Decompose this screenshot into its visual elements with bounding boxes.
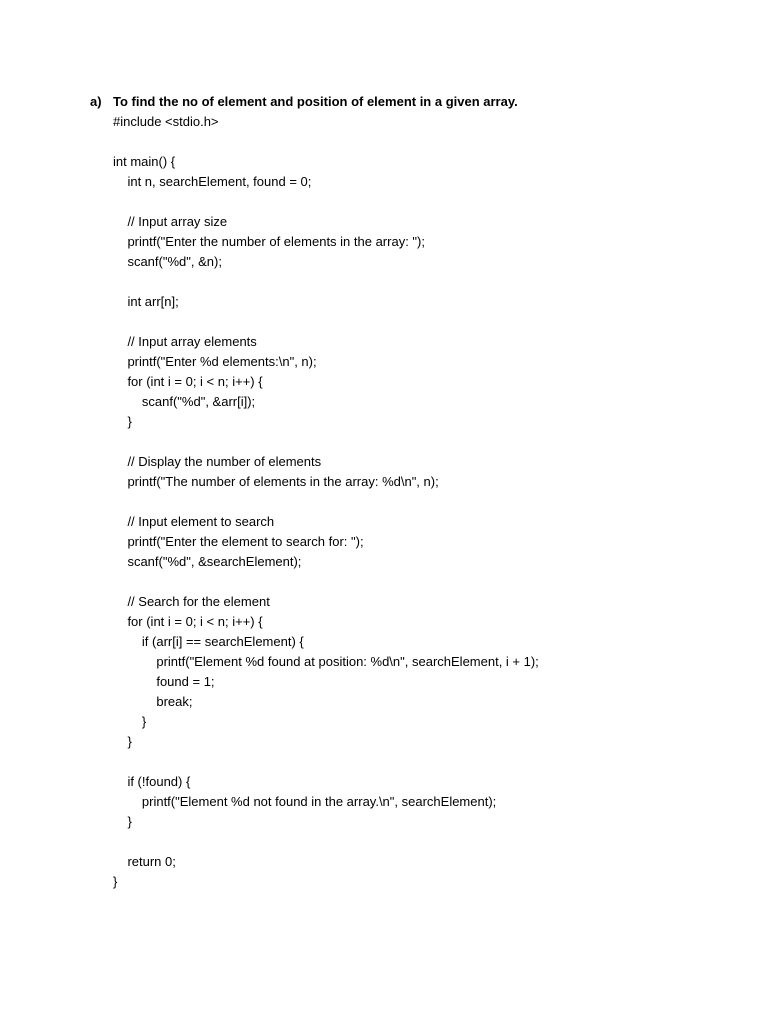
code-line: // Display the number of elements xyxy=(113,454,322,469)
code-block xyxy=(113,112,753,892)
code-line: } xyxy=(113,714,147,729)
code-line: found = 1; xyxy=(113,674,215,689)
heading-text: To find the no of element and position of element in a given array. xyxy=(113,94,518,109)
code-line xyxy=(113,272,753,292)
code-line: } xyxy=(113,814,132,829)
code-line: int n, searchElement, found = 0; xyxy=(113,174,312,189)
code-line: // Input array elements xyxy=(113,334,257,349)
section-heading xyxy=(90,92,730,112)
code-line xyxy=(113,752,753,772)
code-line: printf("The number of elements in the array: %d\n", n); xyxy=(113,474,439,489)
code-line xyxy=(113,832,753,852)
code-line: return 0; xyxy=(113,854,176,869)
code-line: for (int i = 0; i < n; i++) { xyxy=(113,614,263,629)
list-marker: a) xyxy=(90,94,102,109)
code-line: } xyxy=(113,734,132,749)
code-line: // Input array size xyxy=(113,214,228,229)
code-line: } xyxy=(113,874,118,889)
code-line xyxy=(113,492,753,512)
code-line: } xyxy=(113,414,132,429)
code-line: printf("Enter the number of elements in the array: "); xyxy=(113,234,425,249)
code-line: break; xyxy=(113,694,193,709)
code-line: // Search for the element xyxy=(113,594,270,609)
code-line xyxy=(113,312,753,332)
code-line xyxy=(113,432,753,452)
code-line: printf("Enter the element to search for: "); xyxy=(113,534,364,549)
code-line: if (arr[i] == searchElement) { xyxy=(113,634,304,649)
code-line: int main() { xyxy=(113,154,176,169)
code-line: scanf("%d", &n); xyxy=(113,254,222,269)
code-line: printf("Element %d not found in the array.\n", searchElement); xyxy=(113,794,497,809)
code-line: int arr[n]; xyxy=(113,294,179,309)
code-line: // Input element to search xyxy=(113,514,275,529)
code-line: printf("Element %d found at position: %d\n", searchElement, i + 1); xyxy=(113,654,539,669)
code-line: for (int i = 0; i < n; i++) { xyxy=(113,374,263,389)
code-line xyxy=(113,572,753,592)
code-line xyxy=(113,132,753,152)
code-line: #include <stdio.h> xyxy=(113,114,219,129)
code-line: printf("Enter %d elements:\n", n); xyxy=(113,354,317,369)
code-line: scanf("%d", &arr[i]); xyxy=(113,394,256,409)
code-line xyxy=(113,192,753,212)
code-line: if (!found) { xyxy=(113,774,191,789)
code-line: scanf("%d", &searchElement); xyxy=(113,554,302,569)
